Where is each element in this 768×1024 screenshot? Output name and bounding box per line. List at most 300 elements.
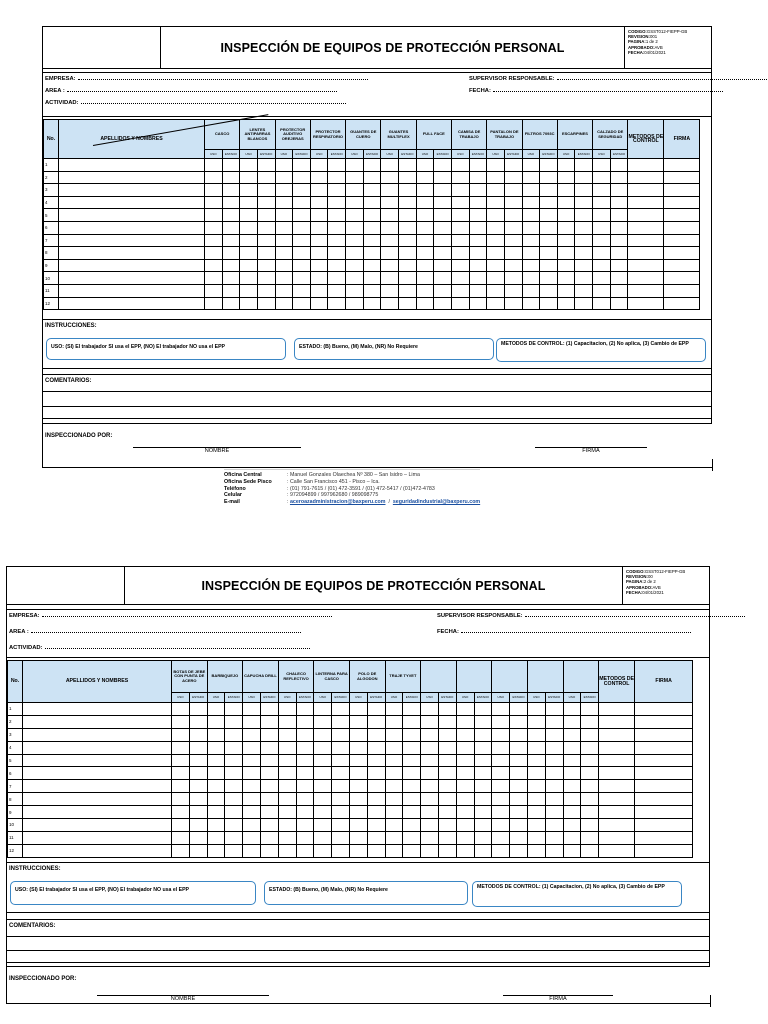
uso-cell[interactable] (381, 159, 399, 172)
uso-cell[interactable] (349, 703, 367, 716)
uso-cell[interactable] (243, 728, 261, 741)
estado-cell[interactable] (328, 196, 346, 209)
uso-cell[interactable] (487, 209, 505, 222)
uso-cell[interactable] (172, 703, 190, 716)
uso-cell[interactable] (275, 209, 293, 222)
uso-cell[interactable] (349, 780, 367, 793)
uso-cell[interactable] (207, 780, 225, 793)
uso-cell[interactable] (381, 221, 399, 234)
estado-cell[interactable] (504, 171, 522, 184)
supervisor-field-blank[interactable] (525, 612, 745, 617)
uso-cell[interactable] (381, 247, 399, 260)
estado-cell[interactable] (332, 715, 350, 728)
estado-cell[interactable] (540, 284, 558, 297)
firma-cell[interactable] (635, 793, 693, 806)
fecha-field[interactable] (469, 87, 723, 94)
estado-cell[interactable] (545, 780, 563, 793)
estado-cell[interactable] (434, 234, 452, 247)
estado-cell[interactable] (581, 728, 599, 741)
uso-cell[interactable] (522, 247, 540, 260)
uso-cell[interactable] (416, 184, 434, 197)
estado-cell[interactable] (540, 171, 558, 184)
uso-cell[interactable] (416, 272, 434, 285)
estado-cell[interactable] (469, 284, 487, 297)
uso-cell[interactable] (451, 221, 469, 234)
fecha-field[interactable] (437, 628, 691, 635)
uso-cell[interactable] (310, 247, 328, 260)
uso-cell[interactable] (456, 767, 474, 780)
uso-cell[interactable] (527, 831, 545, 844)
uso-cell[interactable] (346, 184, 364, 197)
uso-cell[interactable] (557, 259, 575, 272)
estado-cell[interactable] (545, 767, 563, 780)
estado-cell[interactable] (332, 728, 350, 741)
uso-cell[interactable] (563, 741, 581, 754)
estado-cell[interactable] (575, 171, 593, 184)
estado-cell[interactable] (403, 728, 421, 741)
estado-cell[interactable] (257, 297, 275, 310)
estado-cell[interactable] (434, 221, 452, 234)
empresa-field-blank[interactable] (42, 612, 332, 617)
name-cell[interactable] (23, 754, 172, 767)
uso-cell[interactable] (207, 819, 225, 832)
estado-cell[interactable] (257, 221, 275, 234)
uso-cell[interactable] (451, 196, 469, 209)
uso-cell[interactable] (385, 780, 403, 793)
uso-cell[interactable] (522, 209, 540, 222)
estado-cell[interactable] (399, 297, 417, 310)
uso-cell[interactable] (349, 715, 367, 728)
estado-cell[interactable] (296, 819, 314, 832)
uso-cell[interactable] (487, 171, 505, 184)
uso-cell[interactable] (451, 184, 469, 197)
uso-cell[interactable] (456, 703, 474, 716)
uso-cell[interactable] (381, 259, 399, 272)
uso-cell[interactable] (421, 793, 439, 806)
uso-cell[interactable] (349, 831, 367, 844)
estado-cell[interactable] (293, 159, 311, 172)
estado-cell[interactable] (510, 715, 528, 728)
uso-cell[interactable] (522, 184, 540, 197)
estado-cell[interactable] (293, 259, 311, 272)
estado-cell[interactable] (610, 297, 628, 310)
estado-cell[interactable] (469, 196, 487, 209)
uso-cell[interactable] (207, 767, 225, 780)
name-cell[interactable] (23, 767, 172, 780)
estado-cell[interactable] (296, 806, 314, 819)
estado-cell[interactable] (403, 741, 421, 754)
uso-cell[interactable] (172, 741, 190, 754)
uso-cell[interactable] (314, 780, 332, 793)
uso-cell[interactable] (451, 234, 469, 247)
uso-cell[interactable] (421, 754, 439, 767)
uso-cell[interactable] (278, 844, 296, 857)
estado-cell[interactable] (438, 793, 456, 806)
estado-cell[interactable] (367, 741, 385, 754)
name-cell[interactable] (59, 259, 205, 272)
uso-cell[interactable] (563, 703, 581, 716)
name-cell[interactable] (23, 728, 172, 741)
uso-cell[interactable] (205, 284, 223, 297)
uso-cell[interactable] (522, 272, 540, 285)
uso-cell[interactable] (492, 844, 510, 857)
uso-cell[interactable] (243, 741, 261, 754)
estado-cell[interactable] (545, 715, 563, 728)
estado-cell[interactable] (540, 272, 558, 285)
estado-cell[interactable] (575, 184, 593, 197)
uso-cell[interactable] (205, 209, 223, 222)
uso-cell[interactable] (456, 728, 474, 741)
uso-cell[interactable] (451, 247, 469, 260)
estado-cell[interactable] (474, 741, 492, 754)
estado-cell[interactable] (399, 159, 417, 172)
uso-cell[interactable] (451, 272, 469, 285)
uso-cell[interactable] (310, 196, 328, 209)
metodos-cell[interactable] (599, 741, 635, 754)
estado-cell[interactable] (257, 209, 275, 222)
uso-cell[interactable] (416, 221, 434, 234)
estado-cell[interactable] (469, 247, 487, 260)
estado-cell[interactable] (332, 831, 350, 844)
uso-cell[interactable] (346, 171, 364, 184)
metodos-cell[interactable] (599, 806, 635, 819)
estado-cell[interactable] (469, 297, 487, 310)
uso-cell[interactable] (557, 196, 575, 209)
uso-cell[interactable] (527, 715, 545, 728)
estado-cell[interactable] (504, 284, 522, 297)
estado-cell[interactable] (328, 171, 346, 184)
estado-cell[interactable] (474, 844, 492, 857)
estado-cell[interactable] (260, 715, 278, 728)
name-cell[interactable] (23, 844, 172, 857)
metodos-cell[interactable] (599, 715, 635, 728)
estado-cell[interactable] (438, 741, 456, 754)
estado-cell[interactable] (510, 844, 528, 857)
uso-cell[interactable] (346, 159, 364, 172)
estado-cell[interactable] (328, 247, 346, 260)
estado-cell[interactable] (399, 259, 417, 272)
uso-cell[interactable] (314, 806, 332, 819)
uso-cell[interactable] (207, 831, 225, 844)
uso-cell[interactable] (527, 767, 545, 780)
actividad-field[interactable] (9, 644, 310, 651)
uso-cell[interactable] (593, 297, 611, 310)
estado-cell[interactable] (610, 247, 628, 260)
estado-cell[interactable] (363, 221, 381, 234)
uso-cell[interactable] (205, 221, 223, 234)
estado-cell[interactable] (504, 209, 522, 222)
area-field[interactable] (45, 87, 337, 94)
admin-email-link[interactable]: aceroazadministracion@baxperu.com (289, 499, 386, 506)
estado-cell[interactable] (438, 806, 456, 819)
area-field-blank[interactable] (67, 87, 337, 92)
estado-cell[interactable] (189, 844, 207, 857)
estado-cell[interactable] (332, 780, 350, 793)
uso-cell[interactable] (381, 196, 399, 209)
uso-cell[interactable] (243, 754, 261, 767)
uso-cell[interactable] (278, 780, 296, 793)
uso-cell[interactable] (381, 272, 399, 285)
uso-cell[interactable] (172, 793, 190, 806)
uso-cell[interactable] (278, 806, 296, 819)
uso-cell[interactable] (346, 297, 364, 310)
firma-cell[interactable] (664, 297, 700, 310)
uso-cell[interactable] (563, 819, 581, 832)
uso-cell[interactable] (385, 703, 403, 716)
uso-cell[interactable] (172, 728, 190, 741)
uso-cell[interactable] (243, 819, 261, 832)
name-cell[interactable] (59, 297, 205, 310)
estado-cell[interactable] (225, 780, 243, 793)
estado-cell[interactable] (474, 728, 492, 741)
estado-cell[interactable] (296, 715, 314, 728)
firma-cell[interactable] (664, 196, 700, 209)
metodos-cell[interactable] (628, 184, 664, 197)
name-cell[interactable] (59, 159, 205, 172)
uso-cell[interactable] (522, 297, 540, 310)
uso-cell[interactable] (346, 234, 364, 247)
uso-cell[interactable] (205, 184, 223, 197)
firma-cell[interactable] (635, 741, 693, 754)
uso-cell[interactable] (557, 209, 575, 222)
uso-cell[interactable] (381, 171, 399, 184)
estado-cell[interactable] (504, 196, 522, 209)
estado-cell[interactable] (367, 831, 385, 844)
estado-cell[interactable] (222, 221, 240, 234)
uso-cell[interactable] (522, 171, 540, 184)
estado-cell[interactable] (399, 272, 417, 285)
uso-cell[interactable] (346, 259, 364, 272)
uso-cell[interactable] (205, 196, 223, 209)
uso-cell[interactable] (381, 184, 399, 197)
estado-cell[interactable] (438, 767, 456, 780)
uso-cell[interactable] (593, 159, 611, 172)
uso-cell[interactable] (314, 703, 332, 716)
estado-cell[interactable] (474, 806, 492, 819)
name-cell[interactable] (59, 221, 205, 234)
uso-cell[interactable] (527, 819, 545, 832)
estado-cell[interactable] (474, 793, 492, 806)
estado-cell[interactable] (434, 284, 452, 297)
estado-cell[interactable] (399, 171, 417, 184)
metodos-cell[interactable] (599, 831, 635, 844)
uso-cell[interactable] (416, 297, 434, 310)
estado-cell[interactable] (545, 831, 563, 844)
name-cell[interactable] (59, 284, 205, 297)
estado-cell[interactable] (469, 259, 487, 272)
uso-cell[interactable] (451, 171, 469, 184)
estado-cell[interactable] (540, 184, 558, 197)
estado-cell[interactable] (222, 259, 240, 272)
uso-cell[interactable] (421, 715, 439, 728)
estado-cell[interactable] (575, 196, 593, 209)
estado-cell[interactable] (540, 196, 558, 209)
estado-cell[interactable] (296, 741, 314, 754)
estado-cell[interactable] (438, 728, 456, 741)
estado-cell[interactable] (222, 184, 240, 197)
estado-cell[interactable] (403, 754, 421, 767)
uso-cell[interactable] (557, 234, 575, 247)
uso-cell[interactable] (240, 159, 258, 172)
uso-cell[interactable] (563, 767, 581, 780)
uso-cell[interactable] (522, 221, 540, 234)
name-cell[interactable] (59, 234, 205, 247)
uso-cell[interactable] (314, 754, 332, 767)
uso-cell[interactable] (240, 259, 258, 272)
uso-cell[interactable] (593, 209, 611, 222)
uso-cell[interactable] (278, 831, 296, 844)
uso-cell[interactable] (421, 741, 439, 754)
uso-cell[interactable] (385, 806, 403, 819)
uso-cell[interactable] (310, 184, 328, 197)
metodos-cell[interactable] (628, 247, 664, 260)
actividad-field[interactable] (45, 99, 346, 106)
uso-cell[interactable] (240, 247, 258, 260)
fecha-field-blank[interactable] (493, 87, 723, 92)
estado-cell[interactable] (469, 221, 487, 234)
name-cell[interactable] (23, 819, 172, 832)
uso-cell[interactable] (314, 793, 332, 806)
estado-cell[interactable] (469, 159, 487, 172)
estado-cell[interactable] (260, 831, 278, 844)
uso-cell[interactable] (557, 284, 575, 297)
estado-cell[interactable] (540, 159, 558, 172)
estado-cell[interactable] (575, 234, 593, 247)
estado-cell[interactable] (510, 728, 528, 741)
uso-cell[interactable] (421, 780, 439, 793)
uso-cell[interactable] (456, 793, 474, 806)
estado-cell[interactable] (581, 831, 599, 844)
estado-cell[interactable] (296, 767, 314, 780)
uso-cell[interactable] (593, 272, 611, 285)
estado-cell[interactable] (225, 754, 243, 767)
estado-cell[interactable] (363, 247, 381, 260)
estado-cell[interactable] (545, 703, 563, 716)
uso-cell[interactable] (421, 844, 439, 857)
firma-cell[interactable] (664, 171, 700, 184)
uso-cell[interactable] (310, 209, 328, 222)
empresa-field[interactable] (45, 75, 368, 82)
name-cell[interactable] (23, 703, 172, 716)
uso-cell[interactable] (456, 806, 474, 819)
uso-cell[interactable] (314, 728, 332, 741)
uso-cell[interactable] (207, 793, 225, 806)
estado-cell[interactable] (222, 234, 240, 247)
estado-cell[interactable] (260, 806, 278, 819)
estado-cell[interactable] (367, 793, 385, 806)
estado-cell[interactable] (257, 196, 275, 209)
uso-cell[interactable] (310, 284, 328, 297)
estado-cell[interactable] (189, 703, 207, 716)
estado-cell[interactable] (293, 221, 311, 234)
estado-cell[interactable] (545, 754, 563, 767)
estado-cell[interactable] (504, 184, 522, 197)
estado-cell[interactable] (510, 806, 528, 819)
estado-cell[interactable] (581, 715, 599, 728)
estado-cell[interactable] (545, 806, 563, 819)
uso-cell[interactable] (492, 806, 510, 819)
uso-cell[interactable] (275, 247, 293, 260)
uso-cell[interactable] (349, 754, 367, 767)
estado-cell[interactable] (434, 297, 452, 310)
supervisor-field-blank[interactable] (557, 75, 768, 80)
estado-cell[interactable] (296, 754, 314, 767)
name-cell[interactable] (23, 741, 172, 754)
estado-cell[interactable] (434, 259, 452, 272)
estado-cell[interactable] (510, 703, 528, 716)
estado-cell[interactable] (575, 209, 593, 222)
estado-cell[interactable] (328, 184, 346, 197)
estado-cell[interactable] (367, 703, 385, 716)
uso-cell[interactable] (487, 284, 505, 297)
metodos-cell[interactable] (628, 259, 664, 272)
uso-cell[interactable] (416, 234, 434, 247)
uso-cell[interactable] (492, 831, 510, 844)
estado-cell[interactable] (189, 780, 207, 793)
comment-line[interactable] (7, 936, 709, 937)
uso-cell[interactable] (487, 297, 505, 310)
estado-cell[interactable] (293, 297, 311, 310)
firma-cell[interactable] (635, 806, 693, 819)
uso-cell[interactable] (416, 247, 434, 260)
estado-cell[interactable] (575, 297, 593, 310)
comment-line[interactable] (43, 391, 711, 392)
uso-cell[interactable] (310, 297, 328, 310)
name-cell[interactable] (59, 272, 205, 285)
uso-cell[interactable] (278, 754, 296, 767)
firma-cell[interactable] (635, 780, 693, 793)
estado-cell[interactable] (403, 806, 421, 819)
uso-cell[interactable] (451, 297, 469, 310)
uso-cell[interactable] (557, 297, 575, 310)
estado-cell[interactable] (545, 819, 563, 832)
uso-cell[interactable] (278, 703, 296, 716)
estado-cell[interactable] (474, 780, 492, 793)
estado-cell[interactable] (403, 767, 421, 780)
estado-cell[interactable] (363, 171, 381, 184)
estado-cell[interactable] (581, 703, 599, 716)
name-cell[interactable] (23, 793, 172, 806)
uso-cell[interactable] (416, 171, 434, 184)
uso-cell[interactable] (563, 728, 581, 741)
estado-cell[interactable] (363, 284, 381, 297)
estado-cell[interactable] (328, 284, 346, 297)
estado-cell[interactable] (363, 259, 381, 272)
uso-cell[interactable] (421, 806, 439, 819)
uso-cell[interactable] (349, 728, 367, 741)
uso-cell[interactable] (310, 171, 328, 184)
uso-cell[interactable] (487, 259, 505, 272)
uso-cell[interactable] (243, 715, 261, 728)
estado-cell[interactable] (328, 259, 346, 272)
uso-cell[interactable] (593, 247, 611, 260)
estado-cell[interactable] (260, 728, 278, 741)
uso-cell[interactable] (275, 196, 293, 209)
estado-cell[interactable] (222, 272, 240, 285)
uso-cell[interactable] (275, 259, 293, 272)
uso-cell[interactable] (314, 844, 332, 857)
estado-cell[interactable] (510, 767, 528, 780)
uso-cell[interactable] (381, 234, 399, 247)
estado-cell[interactable] (296, 780, 314, 793)
uso-cell[interactable] (593, 234, 611, 247)
estado-cell[interactable] (581, 741, 599, 754)
estado-cell[interactable] (367, 819, 385, 832)
metodos-cell[interactable] (628, 272, 664, 285)
estado-cell[interactable] (363, 234, 381, 247)
uso-cell[interactable] (207, 844, 225, 857)
metodos-cell[interactable] (628, 234, 664, 247)
